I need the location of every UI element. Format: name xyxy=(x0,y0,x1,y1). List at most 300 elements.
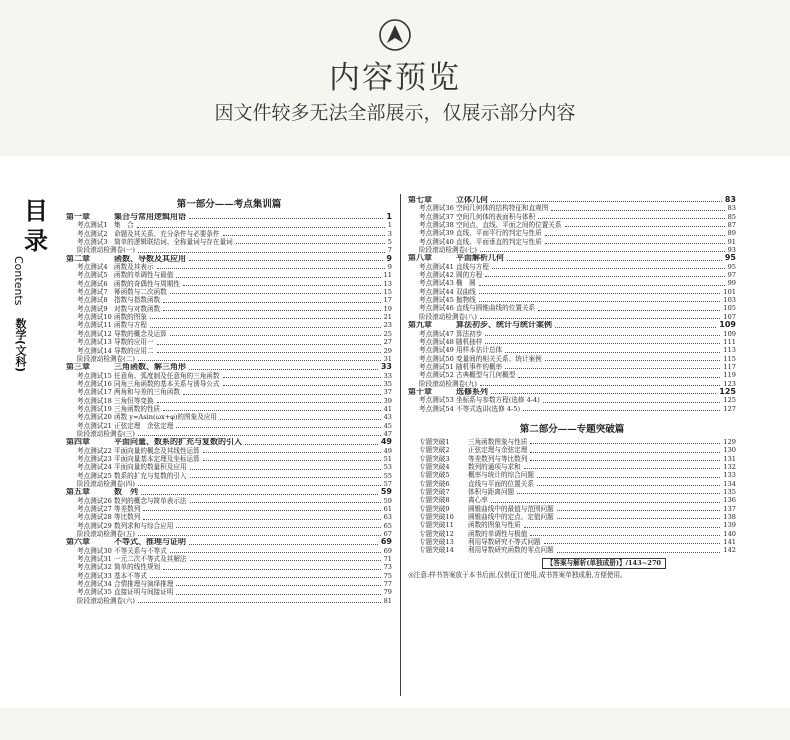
toc-list-right xyxy=(408,196,736,413)
page-number: 61 xyxy=(383,505,392,514)
dot-leader xyxy=(138,252,385,253)
toc-entry xyxy=(408,238,736,246)
entry-title: 直线、平面垂直的判定与性质 xyxy=(456,237,542,246)
toc-entry xyxy=(66,271,392,279)
toc-entry xyxy=(408,338,736,346)
dot-leader xyxy=(543,402,721,403)
entry-label xyxy=(408,538,541,546)
page-number: 81 xyxy=(383,596,392,605)
entry-number: 专题突破3 xyxy=(419,454,450,463)
page-number: 133 xyxy=(723,471,736,480)
entry-title: 两角和与差的三角函数 xyxy=(114,388,180,397)
entry-title: 正弦定理 余弦定理 xyxy=(114,421,174,430)
entry-label xyxy=(408,530,527,538)
page-number: 99 xyxy=(727,279,736,288)
chapter-row xyxy=(66,438,392,446)
dot-leader xyxy=(183,394,381,395)
dot-leader xyxy=(245,444,378,445)
page-number: 21 xyxy=(383,313,392,322)
page-number: 119 xyxy=(723,371,736,380)
toc-spine xyxy=(18,196,54,256)
page-number: 87 xyxy=(727,221,736,230)
toc-entry xyxy=(408,471,736,479)
entry-label xyxy=(66,455,200,463)
chapter-row xyxy=(408,254,736,262)
entry-label xyxy=(408,388,488,396)
entry-label xyxy=(77,480,135,488)
entry-label xyxy=(408,546,554,554)
entry-title: 阶段滚动检测卷(三) xyxy=(77,429,135,438)
dot-leader xyxy=(491,393,716,394)
dot-leader xyxy=(523,410,720,411)
entry-number: 考点测试50 xyxy=(419,354,454,363)
toc-heading-english: Contents xyxy=(12,256,25,306)
page-number: 103 xyxy=(723,296,736,305)
page-number: 77 xyxy=(383,580,392,589)
entry-number: 考点测试44 xyxy=(419,287,454,296)
entry-label xyxy=(408,363,502,371)
entry-title: 导数的应用二 xyxy=(114,346,154,355)
entry-title: 选修系列 xyxy=(456,387,488,396)
answer-label: 【答案与解析(单独成册)】/143~270 xyxy=(542,558,666,569)
dot-leader xyxy=(157,402,381,403)
entry-title: 圆锥曲线中的定点、定值问题 xyxy=(468,513,554,522)
entry-number: 第七章 xyxy=(408,196,432,204)
page-number: 23 xyxy=(383,321,392,330)
entry-label xyxy=(408,296,476,304)
entry-number: 考点测试29 xyxy=(77,521,112,530)
toc-entry xyxy=(66,522,392,530)
entry-number: 考点测试25 xyxy=(77,471,112,480)
entry-title: 随机抽样 xyxy=(456,337,483,346)
dot-leader xyxy=(176,527,380,528)
entry-title: 坐标系与参数方程(选修 4-4) xyxy=(456,396,540,405)
toc-page xyxy=(0,156,790,708)
entry-title: 直线与圆锥曲线的位置关系 xyxy=(456,304,536,313)
dot-leader xyxy=(150,327,381,328)
entry-label xyxy=(66,372,220,380)
page-number: 33 xyxy=(383,371,392,380)
entry-number: 专题突破13 xyxy=(419,538,454,547)
toc-entry xyxy=(408,229,736,237)
entry-title: 空间几何体的结构特征和直观图 xyxy=(456,204,549,213)
page-number: 63 xyxy=(383,513,392,522)
dot-leader xyxy=(150,577,381,578)
entry-title: 任意角、弧度制及任意角的三角函数 xyxy=(114,371,220,380)
dot-leader xyxy=(190,560,381,561)
dot-leader xyxy=(163,302,380,303)
toc-entry xyxy=(66,388,392,396)
toc-entry xyxy=(408,363,736,371)
entry-label xyxy=(66,472,187,480)
dot-leader xyxy=(190,477,381,478)
entry-title: 正弦定理与余弦定理 xyxy=(468,446,528,455)
entry-label xyxy=(66,555,187,563)
dot-leader xyxy=(170,293,381,294)
entry-label xyxy=(408,221,562,229)
entry-number: 考点测试49 xyxy=(419,346,454,355)
entry-label xyxy=(408,513,554,521)
entry-number: 专题突破11 xyxy=(419,521,454,530)
page-number: 9 xyxy=(387,263,392,272)
entry-label xyxy=(66,313,147,321)
entry-title: 利用导数研究函数的零点问题 xyxy=(468,546,554,555)
dot-leader xyxy=(176,585,380,586)
entry-label xyxy=(419,246,477,254)
entry-number: 考点测试27 xyxy=(77,505,112,514)
page-number: 37 xyxy=(383,388,392,397)
dot-leader xyxy=(479,285,725,286)
page-number: 25 xyxy=(383,329,392,338)
dot-leader xyxy=(157,344,381,345)
entry-title: 直线与平面的位置关系 xyxy=(468,479,534,488)
entry-label xyxy=(66,221,134,229)
page-number: 140 xyxy=(723,529,736,538)
entry-title: 三角函数、解三角形 xyxy=(114,363,186,372)
page-number: 109 xyxy=(719,321,736,330)
entry-number: 专题突破6 xyxy=(419,479,450,488)
dot-leader xyxy=(183,285,381,286)
dot-leader xyxy=(141,494,378,495)
toc-entry xyxy=(408,505,736,513)
toc-entry xyxy=(408,455,736,463)
entry-label xyxy=(408,330,482,338)
review-test-row xyxy=(408,380,736,388)
page-number: 1 xyxy=(386,213,392,221)
entry-number: 考点测试47 xyxy=(419,329,454,338)
entry-label xyxy=(408,288,476,296)
entry-title: 阶段滚动检测卷(七) xyxy=(419,246,477,255)
part-heading: 第二部分——专题突破篇 xyxy=(519,423,625,435)
entry-label xyxy=(408,438,527,446)
entry-number: 考点测试2 xyxy=(77,229,108,238)
page-number: 47 xyxy=(383,429,392,438)
toc-entry xyxy=(66,380,392,388)
toc-entry xyxy=(66,413,392,421)
entry-number: 考点测试11 xyxy=(77,321,112,330)
toc-left-column xyxy=(66,196,392,605)
page-number: 45 xyxy=(383,421,392,430)
page-number: 105 xyxy=(723,304,736,313)
toc-entry xyxy=(408,446,736,454)
dot-leader xyxy=(157,352,381,353)
entry-title: 简单的逻辑联结词、全称量词与存在量词 xyxy=(114,238,233,247)
entry-title: 双曲线 xyxy=(456,287,476,296)
toc-entry xyxy=(408,296,736,304)
dot-leader xyxy=(138,485,381,486)
entry-title: 古典概型与几何概型 xyxy=(456,371,516,380)
compass-arrow-icon xyxy=(378,18,412,52)
review-test-row xyxy=(66,480,392,488)
entry-title: 阶段滚动检测卷(四) xyxy=(77,480,135,488)
dot-leader xyxy=(189,369,378,370)
toc-entry xyxy=(66,305,392,313)
page-number: 136 xyxy=(723,496,736,505)
entry-label xyxy=(66,447,200,455)
dot-leader xyxy=(518,377,720,378)
entry-title: 集合与常用逻辑用语 xyxy=(114,213,186,221)
entry-number: 考点测试3 xyxy=(77,238,108,247)
chapter-row xyxy=(66,255,392,263)
entry-title: 指数与指数函数 xyxy=(114,296,161,305)
entry-title: 三角函数的性质 xyxy=(114,404,161,413)
dot-leader xyxy=(538,310,720,311)
page-number: 11 xyxy=(383,271,392,280)
dot-leader xyxy=(505,368,720,369)
entry-label xyxy=(66,280,180,288)
entry-number: 考点测试39 xyxy=(419,229,454,238)
page-number: 89 xyxy=(727,229,736,238)
dot-leader xyxy=(190,469,381,470)
dot-leader xyxy=(530,443,720,444)
entry-number: 第二章 xyxy=(66,254,90,263)
entry-label xyxy=(66,230,220,238)
entry-number: 考点测试15 xyxy=(77,371,112,380)
entry-label xyxy=(66,547,167,555)
entry-label xyxy=(408,396,540,404)
dot-leader xyxy=(157,268,385,269)
entry-number: 考点测试32 xyxy=(77,563,112,572)
entry-number: 考点测试37 xyxy=(419,212,454,221)
entry-label xyxy=(408,505,554,513)
toc-entry xyxy=(408,213,736,221)
entry-title: 阶段滚动检测卷(一) xyxy=(77,246,135,255)
entry-label xyxy=(408,229,542,237)
entry-label xyxy=(66,563,160,571)
page-number: 95 xyxy=(724,254,736,263)
entry-title: 数列的概念与简单表示法 xyxy=(114,496,187,505)
entry-title: 导数的应用一 xyxy=(114,338,154,347)
entry-label xyxy=(77,530,135,538)
entry-title: 一元二次不等式及其解法 xyxy=(114,555,187,564)
page-number: 49 xyxy=(380,438,392,447)
dot-leader xyxy=(505,352,720,353)
entry-label xyxy=(408,304,535,312)
entry-number: 考点测试26 xyxy=(77,496,112,505)
entry-title: 算法初步 xyxy=(456,329,483,338)
entry-title: 三角函数图象与性质 xyxy=(468,437,528,446)
page-number: 67 xyxy=(383,530,392,539)
entry-number: 第三章 xyxy=(66,363,90,372)
page-number: 129 xyxy=(723,437,736,446)
entry-number: 专题突破4 xyxy=(419,462,450,471)
toc-entry xyxy=(408,204,736,212)
entry-label xyxy=(408,213,535,221)
entry-number: 考点测试40 xyxy=(419,237,454,246)
entry-number: 考点测试8 xyxy=(77,296,108,305)
toc-entry xyxy=(66,321,392,329)
entry-label xyxy=(408,371,515,379)
page-number: 39 xyxy=(383,396,392,405)
page-number: 31 xyxy=(383,354,392,363)
dot-leader xyxy=(544,543,721,544)
entry-number: 考点测试54 xyxy=(419,404,454,413)
entry-title: 函数与方程 xyxy=(114,321,147,330)
dot-leader xyxy=(557,518,721,519)
entry-label xyxy=(77,430,135,438)
dot-leader xyxy=(223,377,381,378)
preview-header xyxy=(0,0,790,156)
sample-note: ◎注意:样书答案放于本书后面,仅供征订使用,成书答案单独成册,方便使用。 xyxy=(408,570,627,579)
toc-entry xyxy=(66,572,392,580)
entry-label xyxy=(66,363,186,371)
page-number: 53 xyxy=(383,463,392,472)
entry-title: 函数的图象 xyxy=(114,313,147,322)
entry-title: 幂函数与二次函数 xyxy=(114,288,167,297)
dot-leader xyxy=(492,268,725,269)
entry-title: 立体几何 xyxy=(456,196,488,204)
dot-leader xyxy=(517,493,720,494)
entry-label xyxy=(66,488,138,496)
entry-title: 数列求和与综合应用 xyxy=(114,521,174,530)
toc-entry xyxy=(66,422,392,430)
entry-title: 概率与统计的综合问题 xyxy=(468,471,534,480)
dot-leader xyxy=(545,243,725,244)
toc-entry xyxy=(408,221,736,229)
toc-entry xyxy=(66,472,392,480)
entry-title: 算法初步、统计与统计案例 xyxy=(456,321,552,330)
dot-leader xyxy=(189,218,383,219)
dot-leader xyxy=(176,427,380,428)
page-number: 83 xyxy=(724,196,736,204)
toc-entry xyxy=(66,555,392,563)
toc-entry xyxy=(408,304,736,312)
review-test-row xyxy=(66,430,392,438)
page-number: 95 xyxy=(727,262,736,271)
page-number: 3 xyxy=(387,229,392,238)
column-divider xyxy=(400,194,401,696)
entry-title: 不等式选讲(选修 4-5) xyxy=(456,404,521,413)
entry-label xyxy=(77,355,135,363)
preview-subtitle: 因文件较多无法全部展示，仅展示部分内容 xyxy=(214,102,576,124)
page-number: 107 xyxy=(723,312,736,321)
dot-leader xyxy=(189,260,383,261)
entry-title: 函数的奇偶性与周期性 xyxy=(114,279,180,288)
toc-entry xyxy=(66,505,392,513)
entry-label xyxy=(66,296,160,304)
dot-leader xyxy=(530,535,720,536)
chapter-row xyxy=(66,538,392,546)
entry-number: 专题突破12 xyxy=(419,529,454,538)
entry-title: 函数 y=Asin(ωx+φ)的图象及应用 xyxy=(114,413,217,422)
toc-right-column xyxy=(408,196,736,580)
entry-number: 第八章 xyxy=(408,254,432,263)
page-number: 91 xyxy=(727,237,736,246)
entry-title: 平面解析几何 xyxy=(456,254,504,263)
entry-label xyxy=(66,321,147,329)
entry-label xyxy=(66,580,173,588)
entry-label xyxy=(408,321,552,329)
entry-number: 考点测试5 xyxy=(77,271,108,280)
toc-entry xyxy=(408,488,736,496)
entry-label xyxy=(66,380,220,388)
entry-title: 直接证明与间接证明 xyxy=(114,588,174,597)
dot-leader xyxy=(480,385,721,386)
entry-title: 随机事件的概率 xyxy=(456,362,503,371)
page-number: 79 xyxy=(383,588,392,597)
entry-title: 同角三角函数的基本关系与诱导公式 xyxy=(114,379,220,388)
dot-leader xyxy=(530,452,720,453)
dot-leader xyxy=(485,343,720,344)
page-number: 57 xyxy=(383,480,392,488)
entry-title: 对数与对数函数 xyxy=(114,304,161,313)
entry-number: 考点测试35 xyxy=(77,588,112,597)
toc-entry xyxy=(66,263,392,271)
page-number: 15 xyxy=(383,288,392,297)
dot-leader xyxy=(479,301,721,302)
toc-list-left xyxy=(66,213,392,605)
entry-number: 专题突破8 xyxy=(419,496,450,505)
entry-label xyxy=(66,338,154,346)
entry-number: 考点测试18 xyxy=(77,396,112,405)
entry-number: 考点测试20 xyxy=(77,413,112,422)
page-number: 127 xyxy=(723,404,736,413)
page-number: 111 xyxy=(723,337,736,346)
entry-title: 数系的扩充与复数的引入 xyxy=(114,471,187,480)
entry-title: 不等关系与不等式 xyxy=(114,546,167,555)
page-number: 9 xyxy=(386,254,392,263)
entry-title: 数 列 xyxy=(114,488,138,497)
entry-number: 考点测试19 xyxy=(77,404,112,413)
entry-number: 第六章 xyxy=(66,538,90,547)
toc-list-special xyxy=(408,438,736,555)
review-test-row xyxy=(66,530,392,538)
toc-entry xyxy=(66,455,392,463)
entry-title: 三角恒等变换 xyxy=(114,396,154,405)
page-number: 13 xyxy=(383,279,392,288)
toc-entry xyxy=(66,397,392,405)
entry-title: 不等式、推理与证明 xyxy=(114,538,186,547)
entry-title: 函数、导数及其应用 xyxy=(114,254,186,263)
entry-label xyxy=(66,522,173,530)
entry-label xyxy=(66,305,160,313)
toc-entry xyxy=(408,355,736,363)
page-number: 117 xyxy=(723,362,736,371)
page-number: 71 xyxy=(383,555,392,564)
entry-title: 利用导数研究不等式问题 xyxy=(468,538,541,547)
toc-entry xyxy=(66,330,392,338)
entry-number: 专题突破1 xyxy=(419,437,450,446)
page-number: 5 xyxy=(387,238,392,247)
entry-label xyxy=(66,330,167,338)
entry-title: 空间点、直线、平面之间的位置关系 xyxy=(456,221,562,230)
entry-title: 离心率 xyxy=(468,496,488,505)
dot-leader xyxy=(189,544,378,545)
page-number: 59 xyxy=(383,496,392,505)
toc-entry xyxy=(408,271,736,279)
toc-entry xyxy=(408,496,736,504)
entry-number: 考点测试38 xyxy=(419,221,454,230)
page-number: 101 xyxy=(723,287,736,296)
entry-number: 考点测试46 xyxy=(419,304,454,313)
dot-leader xyxy=(537,485,720,486)
dot-leader xyxy=(163,310,380,311)
entry-title: 平面向量、数系的扩充与复数的引入 xyxy=(114,438,242,447)
entry-number: 考点测试52 xyxy=(419,371,454,380)
entry-title: 平面向量基本定理及坐标运算 xyxy=(114,454,200,463)
dot-leader xyxy=(170,552,381,553)
entry-number: 考点测试23 xyxy=(77,454,112,463)
toc-entry xyxy=(66,580,392,588)
entry-title: 等比数列 xyxy=(114,513,141,522)
toc-entry xyxy=(66,221,392,229)
page-number: 41 xyxy=(383,404,392,413)
toc-entry xyxy=(408,346,736,354)
page-number: 29 xyxy=(383,346,392,355)
toc-entry xyxy=(408,480,736,488)
chapter-row xyxy=(408,196,736,204)
entry-label xyxy=(408,238,542,246)
